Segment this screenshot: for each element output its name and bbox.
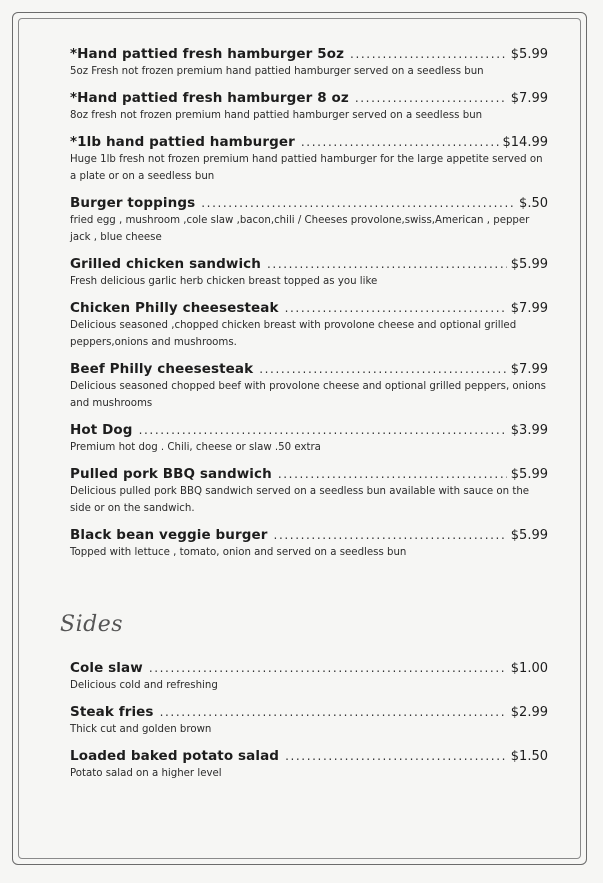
item-description: Potato salad on a higher level	[70, 768, 222, 779]
item-price: $7.99	[510, 301, 548, 316]
leader-dots	[274, 528, 507, 542]
item-name: *1lb hand pattied hamburger	[70, 134, 295, 150]
menu-item	[70, 422, 548, 456]
side-item	[70, 748, 548, 782]
item-name: Pulled pork BBQ sandwich	[70, 466, 272, 482]
menu-item	[70, 300, 548, 351]
item-name: Loaded baked potato salad	[70, 748, 280, 764]
item-description: Topped with lettuce , tomato, onion and served on a seedless bun	[70, 547, 407, 558]
item-description: Premium hot dog . Chili, cheese or slaw .50 extra	[70, 442, 321, 453]
leader-dots	[259, 362, 507, 376]
item-name: Black bean veggie burger	[70, 527, 268, 543]
item-price: $7.99	[510, 362, 548, 377]
menu-item	[70, 195, 548, 246]
item-name: Steak fries	[70, 704, 154, 720]
item-price: $5.99	[510, 528, 548, 543]
item-price: $1.50	[510, 749, 548, 764]
item-description: Huge 1lb fresh not frozen premium hand pattied hamburger for the large appetite served on a plate or on a seedless bun	[70, 154, 543, 182]
leader-dots	[285, 301, 507, 315]
menu-item	[70, 466, 548, 517]
sides-heading: Sides	[60, 612, 123, 637]
item-price: $5.99	[510, 467, 548, 482]
side-item	[70, 704, 548, 738]
item-name: Beef Philly cheesesteak	[70, 361, 254, 377]
leader-dots	[160, 705, 507, 719]
item-name: Chicken Philly cheesesteak	[70, 300, 279, 316]
menu-item	[70, 527, 548, 561]
leader-dots	[139, 423, 507, 437]
leader-dots	[285, 749, 507, 763]
item-description: Fresh delicious garlic herb chicken breast topped as you like	[70, 276, 378, 287]
item-name: Hot Dog	[70, 422, 133, 438]
item-price: $5.99	[510, 257, 548, 272]
item-price: $7.99	[510, 91, 548, 106]
item-price: $3.99	[510, 423, 548, 438]
item-name: Cole slaw	[70, 660, 143, 676]
leader-dots	[301, 135, 499, 149]
menu-item	[70, 361, 548, 412]
menu-items-list	[70, 46, 548, 561]
item-name: *Hand pattied fresh hamburger 5oz	[70, 46, 345, 62]
item-price: $1.00	[510, 661, 548, 676]
leader-dots	[201, 196, 515, 210]
item-description: Delicious seasoned ,chopped chicken breast with provolone cheese and optional grilled peppers,onions and mushrooms.	[70, 320, 517, 348]
sides-list	[70, 660, 548, 782]
item-name: Burger toppings	[70, 195, 196, 211]
leader-dots	[267, 257, 507, 271]
menu-item	[70, 46, 548, 80]
item-description: 8oz fresh not frozen premium hand pattied hamburger served on a seedless bun	[70, 110, 483, 121]
item-price: $2.99	[510, 705, 548, 720]
item-description: Thick cut and golden brown	[70, 724, 212, 735]
leader-dots	[278, 467, 507, 481]
side-item	[70, 660, 548, 694]
menu-item	[70, 256, 548, 290]
leader-dots	[350, 47, 507, 61]
item-description: Delicious pulled pork BBQ sandwich served on a seedless bun available with sauce on the side or on the sandwich.	[70, 486, 530, 514]
menu-item	[70, 90, 548, 124]
leader-dots	[355, 91, 507, 105]
leader-dots	[149, 661, 507, 675]
item-description: Delicious seasoned chopped beef with provolone cheese and optional grilled peppers, onions and mushrooms	[70, 381, 546, 409]
item-price: $.50	[519, 196, 548, 211]
item-price: $14.99	[502, 135, 548, 150]
item-name: *Hand pattied fresh hamburger 8 oz	[70, 90, 349, 106]
item-description: Delicious cold and refreshing	[70, 680, 218, 691]
menu-item	[70, 134, 548, 185]
item-description: 5oz Fresh not frozen premium hand pattied hamburger served on a seedless bun	[70, 66, 484, 77]
item-price: $5.99	[510, 47, 548, 62]
item-description: fried egg , mushroom ,cole slaw ,bacon,chili / Cheeses provolone,swiss,American , pepper jack , blue cheese	[70, 215, 530, 243]
item-name: Grilled chicken sandwich	[70, 256, 261, 272]
